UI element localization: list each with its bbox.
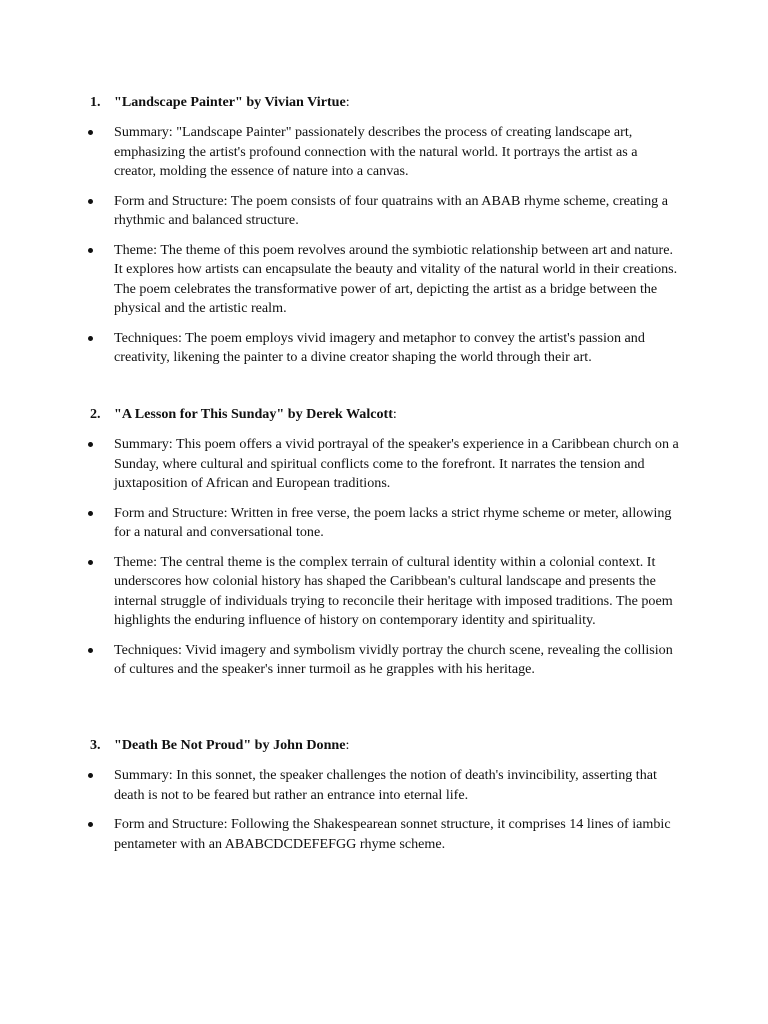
list-item (0, 766, 768, 805)
bullet-icon (88, 773, 93, 778)
list-item (0, 641, 768, 680)
heading-colon: : (392, 406, 397, 422)
bullet-icon (88, 199, 93, 204)
list-item (0, 329, 768, 368)
bullet-text: Summary: This poem offers a vivid portrayal of the speaker's experience in a Caribbean church on a Sunday, where cultural and spiritual conflicts come to the forefront. It narrates the tension and juxtaposition of African and European traditions. (114, 436, 679, 491)
bullet-icon (88, 130, 93, 135)
bullet-text: Summary: In this sonnet, the speaker challenges the notion of death's invincibility, asserting that death is not to be feared but rather an entrance into eternal life. (114, 767, 657, 803)
bullet-list (0, 435, 768, 680)
poem-section-2 (0, 405, 768, 680)
heading-colon: : (345, 94, 350, 110)
section-title: "A Lesson for This Sunday" by Derek Walcott (114, 406, 393, 422)
bullet-icon (88, 648, 93, 653)
section-title: "Death Be Not Proud" by John Donne (114, 737, 346, 753)
bullet-icon (88, 560, 93, 565)
section-number: 3. (90, 737, 101, 753)
section-number: 2. (90, 406, 101, 422)
list-item (0, 435, 768, 494)
poem-section-3 (0, 736, 768, 854)
list-item (0, 241, 768, 319)
bullet-icon (88, 442, 93, 447)
section-number: 1. (90, 94, 101, 110)
bullet-text: Form and Structure: Written in free verse, the poem lacks a strict rhyme scheme or meter, allowing for a natural and conversational tone. (114, 504, 672, 540)
section-title: "Landscape Painter" by Vivian Virtue (114, 94, 346, 110)
list-item (0, 192, 768, 231)
list-item (0, 815, 768, 854)
bullet-icon (88, 511, 93, 516)
list-item (0, 553, 768, 631)
bullet-text: Techniques: The poem employs vivid imagery and metaphor to convey the artist's passion and creativity, likening the painter to a divine creator shaping the world through their art. (114, 329, 645, 365)
list-item (0, 504, 768, 543)
section-heading (90, 405, 768, 425)
heading-colon: : (345, 737, 350, 753)
bullet-list (0, 766, 768, 854)
section-heading (90, 736, 768, 756)
bullet-text: Theme: The central theme is the complex terrain of cultural identity within a colonial context. It underscores how colonial history has shaped the Caribbean's cultural landscape and presents the internal struggle of individuals trying to reconcile their heritage with imposed traditions. The poem highlights the enduring influence of history on contemporary identity and spirituality. (114, 553, 673, 628)
bullet-text: Techniques: Vivid imagery and symbolism vividly portray the church scene, revealing the collision of cultures and the speaker's inner turmoil as he grapples with his heritage. (114, 641, 673, 677)
poem-section-1 (0, 93, 768, 368)
bullet-icon (88, 248, 93, 253)
bullet-text: Theme: The theme of this poem revolves around the symbiotic relationship between art and nature. It explores how artists can encapsulate the beauty and vitality of the natural world in their creations. The poem celebrates the transformative power of art, depicting the artist as a bridge between the physical and the artistic realm. (114, 241, 678, 316)
bullet-icon (88, 822, 93, 827)
bullet-list (0, 123, 768, 368)
bullet-text: Form and Structure: Following the Shakespearean sonnet structure, it comprises 14 lines of iambic pentameter with an ABABCDCDEFEFGG rhyme scheme. (114, 816, 671, 852)
bullet-text: Form and Structure: The poem consists of four quatrains with an ABAB rhyme scheme, creating a rhythmic and balanced structure. (114, 192, 668, 228)
list-item (0, 123, 768, 182)
bullet-text: Summary: "Landscape Painter" passionately describes the process of creating landscape art, emphasizing the artist's profound connection with the natural world. It portrays the artist as a creator, molding the essence of nature into a canvas. (114, 124, 638, 179)
bullet-icon (88, 336, 93, 341)
section-heading (90, 93, 768, 113)
